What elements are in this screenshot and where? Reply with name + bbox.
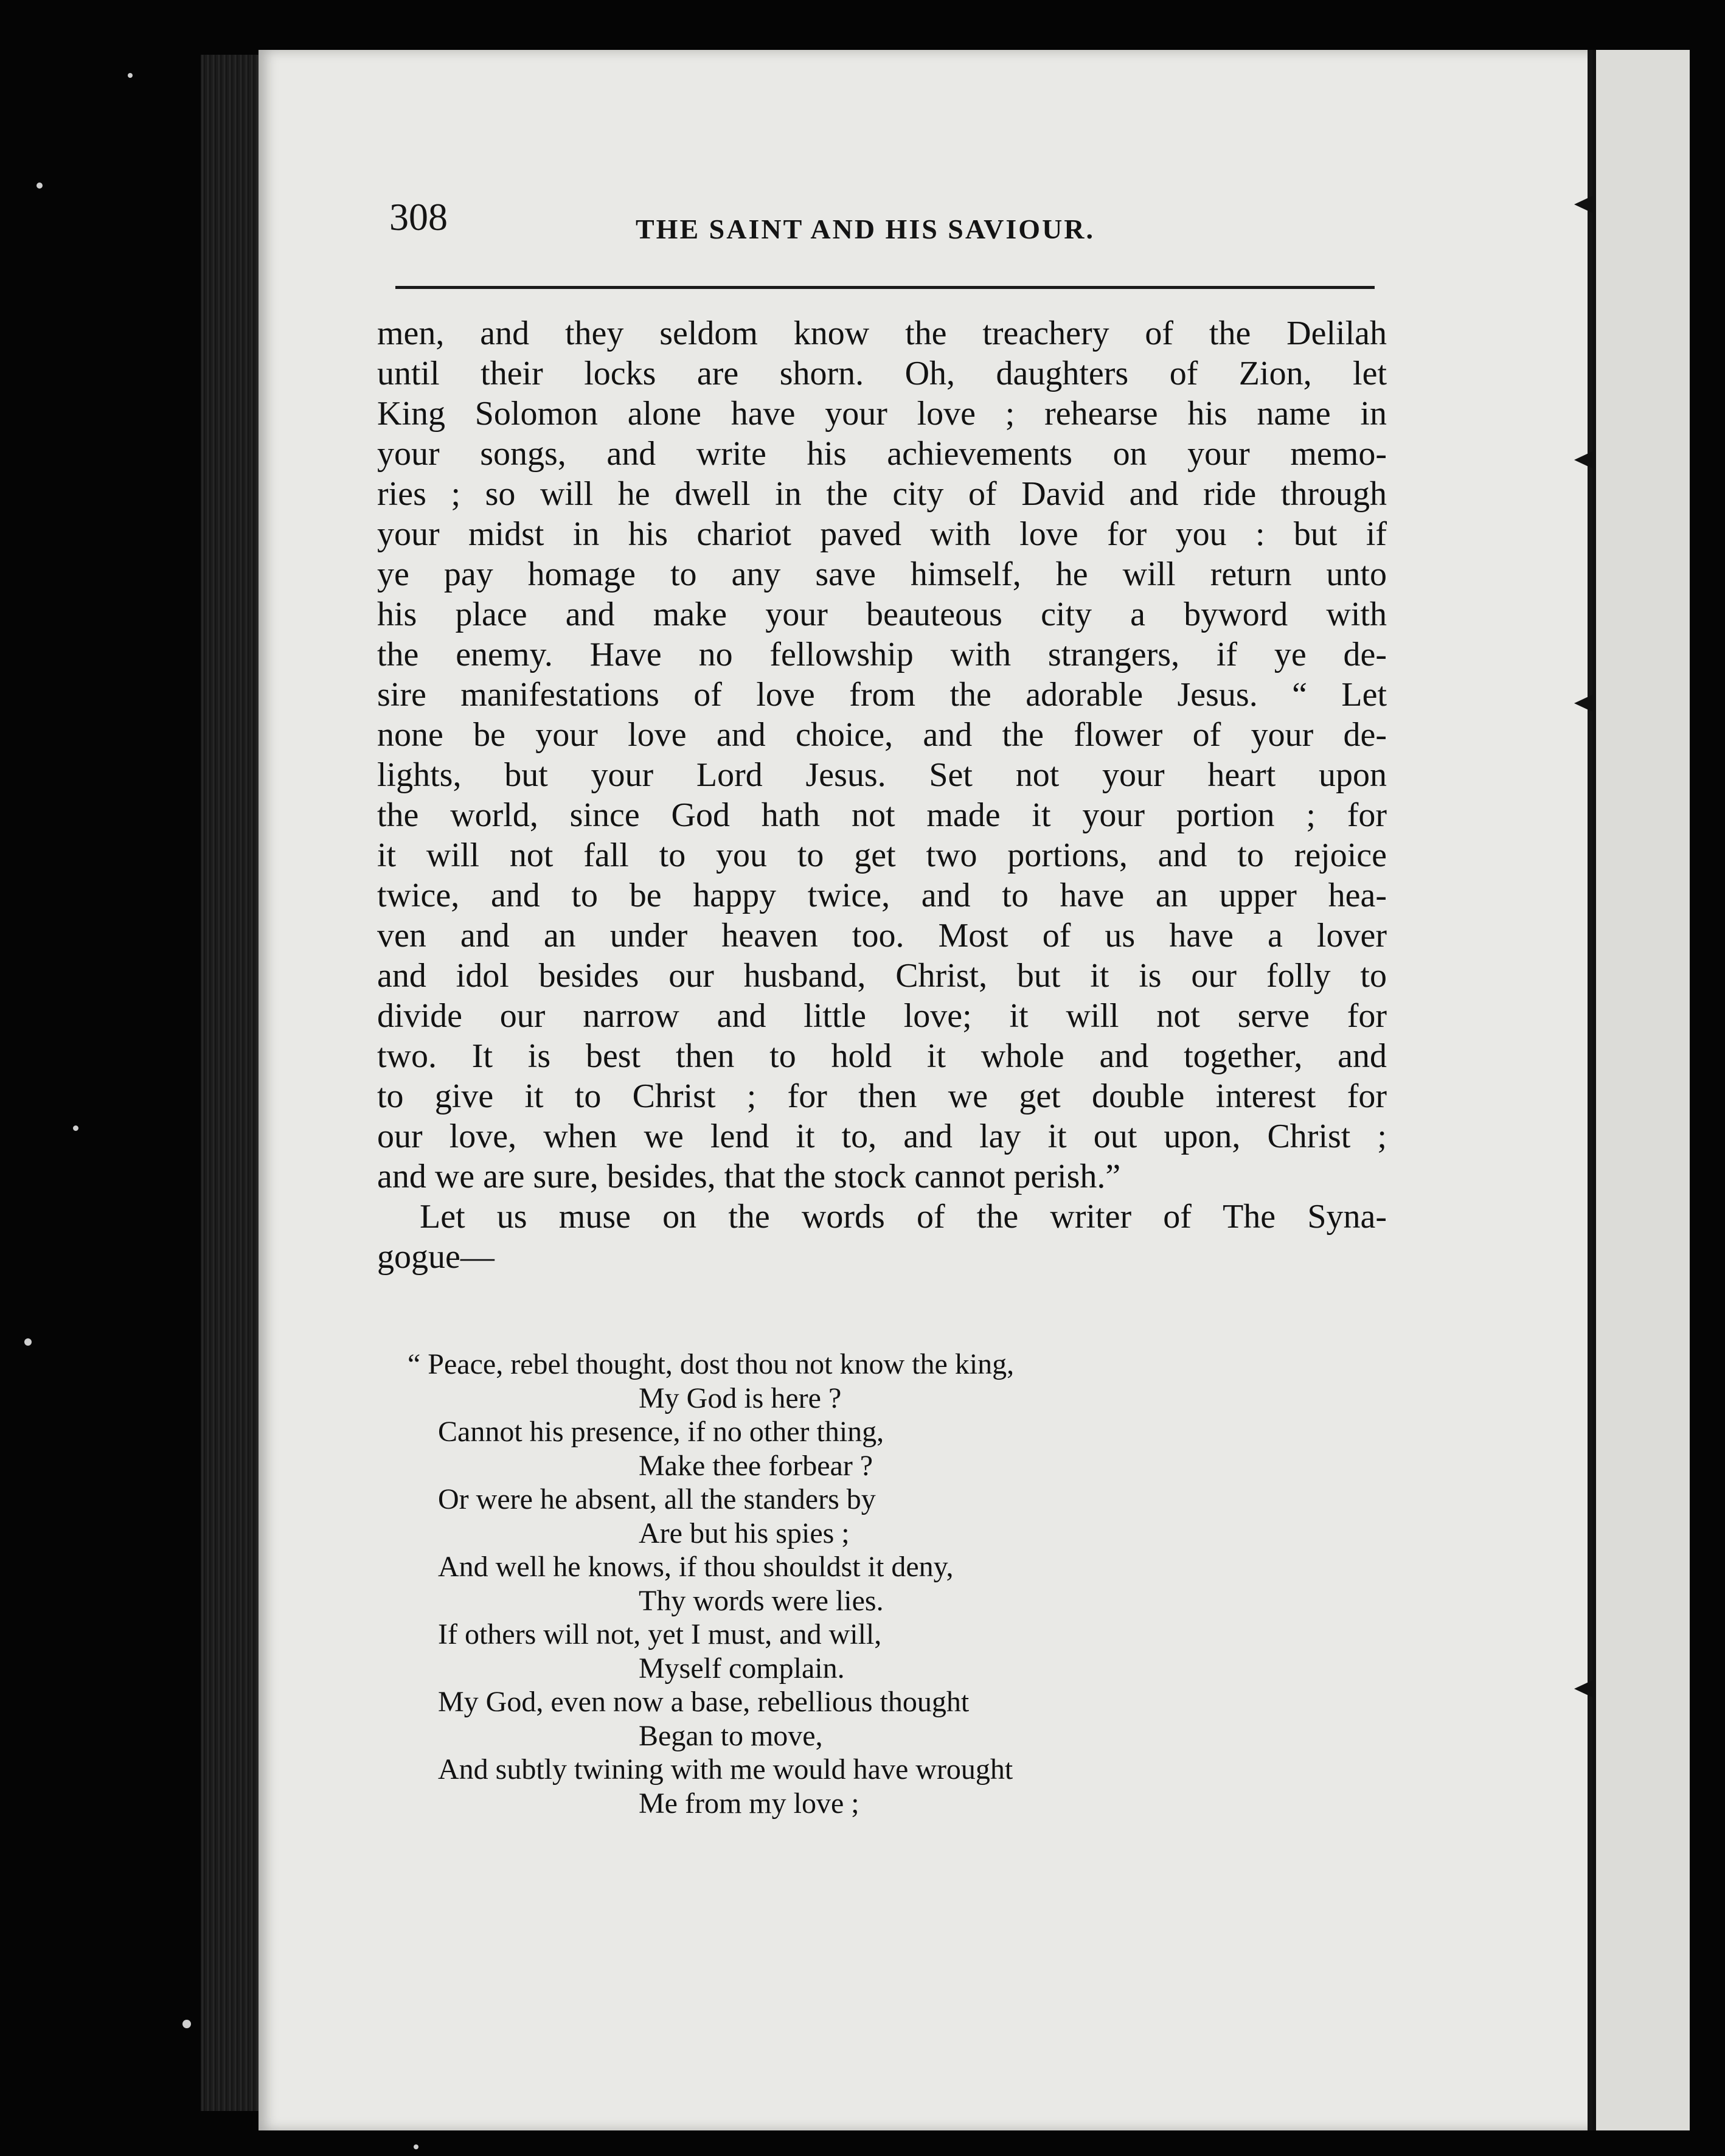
- poem-line: Cannot his presence, if no other thing,: [438, 1416, 884, 1448]
- scan-speck: [73, 1125, 78, 1131]
- text-line: sire manifestations of love from the adorable Jesus. “ Let: [377, 676, 1387, 714]
- text-line: until their locks are shorn. Oh, daughters of Zion, let: [377, 355, 1387, 392]
- scan-speck: [36, 183, 43, 189]
- poem-line: And subtly twining with me would have wrought: [438, 1753, 1013, 1786]
- page-number: 308: [389, 195, 448, 238]
- intro-line: Let us muse on the words of the writer of The Syna-: [420, 1198, 1387, 1236]
- poem-line: “ Peace, rebel thought, dost thou not know the king,: [408, 1348, 1015, 1380]
- poem-line: And well he knows, if thou shouldst it deny,: [438, 1551, 954, 1583]
- text-line: it will not fall to you to get two portions, and to rejoice: [377, 836, 1387, 874]
- scan-speck: [414, 2144, 418, 2149]
- text-line: and we are sure, besides, that the stock cannot perish.”: [377, 1158, 1121, 1195]
- poem-line: Are but his spies ;: [639, 1517, 850, 1549]
- binding-notch: [1574, 1680, 1592, 1697]
- poem-line: Began to move,: [639, 1719, 823, 1752]
- page-header: [389, 195, 1375, 268]
- binding-notch: [1574, 196, 1592, 213]
- running-title: THE SAINT AND HIS SAVIOUR.: [636, 214, 1095, 245]
- poem-line: Or were he absent, all the standers by: [438, 1483, 876, 1515]
- text-line: men, and they seldom know the treachery of the Delilah: [377, 315, 1387, 352]
- header-rule: [395, 286, 1375, 289]
- intro-line: gogue—: [377, 1238, 495, 1276]
- poem-quote: [408, 1348, 1289, 1820]
- book-edge: [201, 55, 268, 2111]
- poem-line: Myself complain.: [639, 1652, 845, 1685]
- scan-speck: [24, 1338, 32, 1346]
- text-line: divide our narrow and little love; it will not serve for: [377, 997, 1387, 1035]
- poem-line: My God, even now a base, rebellious thought: [438, 1686, 970, 1718]
- scan-speck: [182, 2020, 191, 2028]
- facing-page-edge: [1588, 50, 1690, 2130]
- poem-line: Me from my love ;: [639, 1787, 859, 1820]
- binding-notch: [1574, 695, 1592, 712]
- poem-line: Thy words were lies.: [639, 1584, 884, 1617]
- text-line: King Solomon alone have your love ; rehearse his name in: [377, 395, 1387, 433]
- text-line: lights, but your Lord Jesus. Set not your heart upon: [377, 756, 1387, 794]
- text-line: your midst in his chariot paved with love for you : but if: [377, 515, 1387, 553]
- text-line: the world, since God hath not made it your portion ; for: [377, 796, 1387, 834]
- text-line: our love, when we lend it to, and lay it out upon, Christ ;: [377, 1118, 1387, 1155]
- poem-line: My God is here ?: [639, 1382, 842, 1414]
- page-spine: [1592, 50, 1596, 2130]
- text-line: ye pay homage to any save himself, he will return unto: [377, 555, 1387, 593]
- text-line: his place and make your beauteous city a byword with: [377, 596, 1387, 633]
- text-line: your songs, and write his achievements on your memo-: [377, 435, 1387, 473]
- poem-line: Make thee forbear ?: [639, 1449, 873, 1482]
- text-line: the enemy. Have no fellowship with strangers, if ye de-: [377, 636, 1387, 673]
- text-line: ven and an under heaven too. Most of us have a lover: [377, 917, 1387, 955]
- binding-notch: [1574, 451, 1592, 468]
- text-line: ries ; so will he dwell in the city of David and ride through: [377, 475, 1387, 513]
- text-line: twice, and to be happy twice, and to have an upper hea-: [377, 877, 1387, 914]
- text-line: to give it to Christ ; for then we get double interest for: [377, 1077, 1387, 1115]
- text-line: and idol besides our husband, Christ, but it is our folly to: [377, 957, 1387, 995]
- text-line: none be your love and choice, and the flower of your de-: [377, 716, 1387, 754]
- body-text: [377, 313, 1387, 1277]
- scan-speck: [128, 73, 133, 78]
- text-line: two. It is best then to hold it whole and together, and: [377, 1037, 1387, 1075]
- poem-line: If others will not, yet I must, and will,: [438, 1618, 882, 1650]
